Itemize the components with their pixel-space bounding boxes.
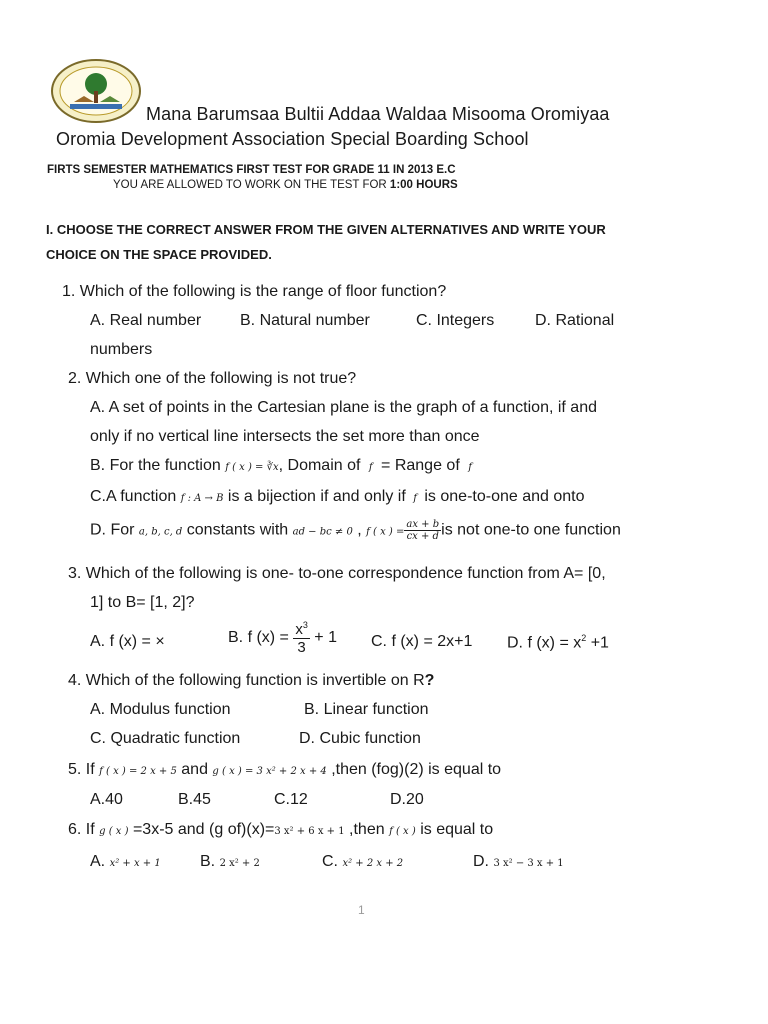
q5-stem-post: ,then (fog)(2) is equal to (326, 761, 502, 778)
q5-stem (68, 761, 501, 779)
q2-c-f: f (413, 493, 417, 504)
q6-option-d (473, 853, 564, 871)
q3-option-a: A. f (x) = × (90, 633, 165, 650)
q6-mid2: ,then (344, 821, 390, 838)
q4-option-a: A. Modulus function (90, 701, 231, 718)
q3-b-num-exp: 3 (302, 620, 308, 630)
q2-b-f1: f (368, 462, 373, 473)
q5-f-expr: f ( x ) = 2 x + 5 (99, 766, 177, 777)
q4-stem-text: 4. Which of the following function is invertible on R (68, 672, 425, 689)
q6-gof-expr: 3 x² + 6 x + 1 (274, 826, 345, 837)
q4-option-b: B. Linear function (304, 701, 429, 718)
q3-option-d (507, 633, 609, 652)
header-line-2: Oromia Development Association Special Boarding School (56, 129, 529, 149)
q6-b-expr: 2 x² + 2 (219, 858, 260, 869)
q1-option-b: B. Natural number (240, 312, 370, 329)
q3-stem-line1: 3. Which of the following is one- to-one correspondence function from A= [0, (68, 565, 606, 582)
q2-d-text: D. For (90, 521, 139, 539)
q3-d-text: D. f (x) = x (507, 634, 582, 652)
q2-d-fraction (404, 519, 441, 542)
q5-option-b: B.45 (178, 791, 211, 808)
exam-time-value: 1:00 HOURS (389, 179, 458, 191)
q6-stem (68, 821, 493, 839)
q5-option-c: C.12 (274, 791, 308, 808)
exam-title: FIRTS SEMESTER MATHEMATICS FIRST TEST FOR GRADE 11 IN 2013 E.C (47, 164, 456, 176)
q6-a-expr: x² + x + 1 (109, 858, 161, 869)
q2-b-math: f ( x ) = ∛x (225, 462, 279, 473)
q3-stem-line2: 1] to B= [1, 2]? (90, 594, 195, 611)
instruction-line-1: I. CHOOSE THE CORRECT ANSWER FROM THE GIVEN ALTERNATIVES AND WRITE YOUR (46, 222, 606, 237)
q3-b-text: B. f (x) = (228, 629, 294, 646)
exam-time (113, 179, 458, 191)
q2-option-d (90, 519, 621, 542)
q6-d-expr: 3 x² − 3 x + 1 (493, 858, 564, 869)
q3-b-post: + 1 (309, 629, 337, 646)
q6-a-label: A. (90, 853, 110, 870)
q4-option-d: D. Cubic function (299, 730, 421, 747)
exam-time-prefix: YOU ARE ALLOWED TO WORK ON THE TEST FOR (113, 179, 390, 191)
q1-option-d-cont: numbers (90, 341, 153, 358)
page-number: 1 (358, 903, 365, 917)
q2-option-b (90, 457, 476, 475)
q3-b-denominator: 3 (297, 639, 306, 656)
q1-option-d: D. Rational (535, 312, 615, 329)
q3-d-post: +1 (586, 634, 609, 652)
q2-option-a-line1: A. A set of points in the Cartesian plane is the graph of a function, if and (90, 399, 597, 416)
q3-option-c: C. f (x) = 2x+1 (371, 633, 473, 650)
q4-option-c: C. Quadratic function (90, 730, 241, 747)
q3-d-exp: 2 (581, 633, 587, 643)
q5-and: and (176, 761, 213, 778)
q2-stem: 2. Which one of the following is not true? (68, 370, 357, 387)
q2-b-mid: , Domain of (278, 457, 365, 474)
q6-c-expr: x² + 2 x + 2 (342, 858, 404, 869)
instruction-line-2: CHOICE ON THE SPACE PROVIDED. (46, 247, 272, 262)
q6-b-label: B. (200, 853, 220, 870)
q2-d-post: is not one-to one function (441, 521, 621, 539)
q6-option-b (200, 853, 260, 871)
q4-stem (68, 672, 434, 690)
q2-c-text: C.A function (90, 488, 181, 505)
q5-option-a: A.40 (90, 791, 123, 808)
q2-d-denominator: cx + d (406, 531, 439, 542)
q6-post: is equal to (415, 821, 494, 838)
q6-stem-text: 6. If (68, 821, 100, 838)
q2-c-post: is one-to-one and onto (419, 488, 585, 505)
q2-d-consts: a, b, c, d (138, 526, 183, 538)
q6-option-c (322, 853, 403, 871)
q3-option-b (228, 620, 337, 656)
q2-d-comma: , (352, 521, 367, 539)
header-line-1: Mana Barumsaa Bultii Addaa Waldaa Misooma Oromiyaa (146, 104, 610, 124)
q6-f-expr: f ( x ) (389, 826, 416, 837)
q1-option-c: C. Integers (416, 312, 495, 329)
q5-g-expr: g ( x ) = 3 x² + 2 x + 4 (212, 766, 327, 777)
q2-c-math: f : A → B (180, 493, 224, 504)
q3-b-numerator (293, 620, 310, 639)
q2-d-mid: constants with (182, 521, 293, 539)
q6-mid: =3x-5 and (g of)(x)= (128, 821, 275, 838)
q2-option-c (90, 488, 584, 506)
q2-c-mid: is a bijection if and only if (223, 488, 411, 505)
q5-option-d: D.20 (390, 791, 424, 808)
q6-d-label: D. (473, 853, 494, 870)
q5-stem-text: 5. If (68, 761, 100, 778)
q6-option-a (90, 853, 161, 871)
q2-d-fx: f ( x ) = (366, 526, 405, 538)
q4-stem-mark: ? (424, 672, 435, 689)
q2-b-mid2: = Range of (376, 457, 465, 474)
q2-b-f2: f (468, 462, 472, 473)
q3-b-num-base: x (295, 621, 303, 638)
q2-b-text: B. For the function (90, 457, 226, 474)
q1-option-a: A. Real number (90, 312, 202, 329)
q2-option-a-line2: only if no vertical line intersects the set more than once (90, 428, 480, 445)
q3-b-fraction (293, 620, 310, 656)
q6-c-label: C. (322, 853, 343, 870)
q6-g-expr: g ( x ) (99, 826, 129, 837)
q2-d-numerator: ax + b (406, 519, 440, 530)
q1-stem: 1. Which of the following is the range of floor function? (62, 283, 447, 300)
q2-d-cond: ad − bc ≠ 0 (292, 526, 353, 538)
school-logo (50, 58, 142, 124)
